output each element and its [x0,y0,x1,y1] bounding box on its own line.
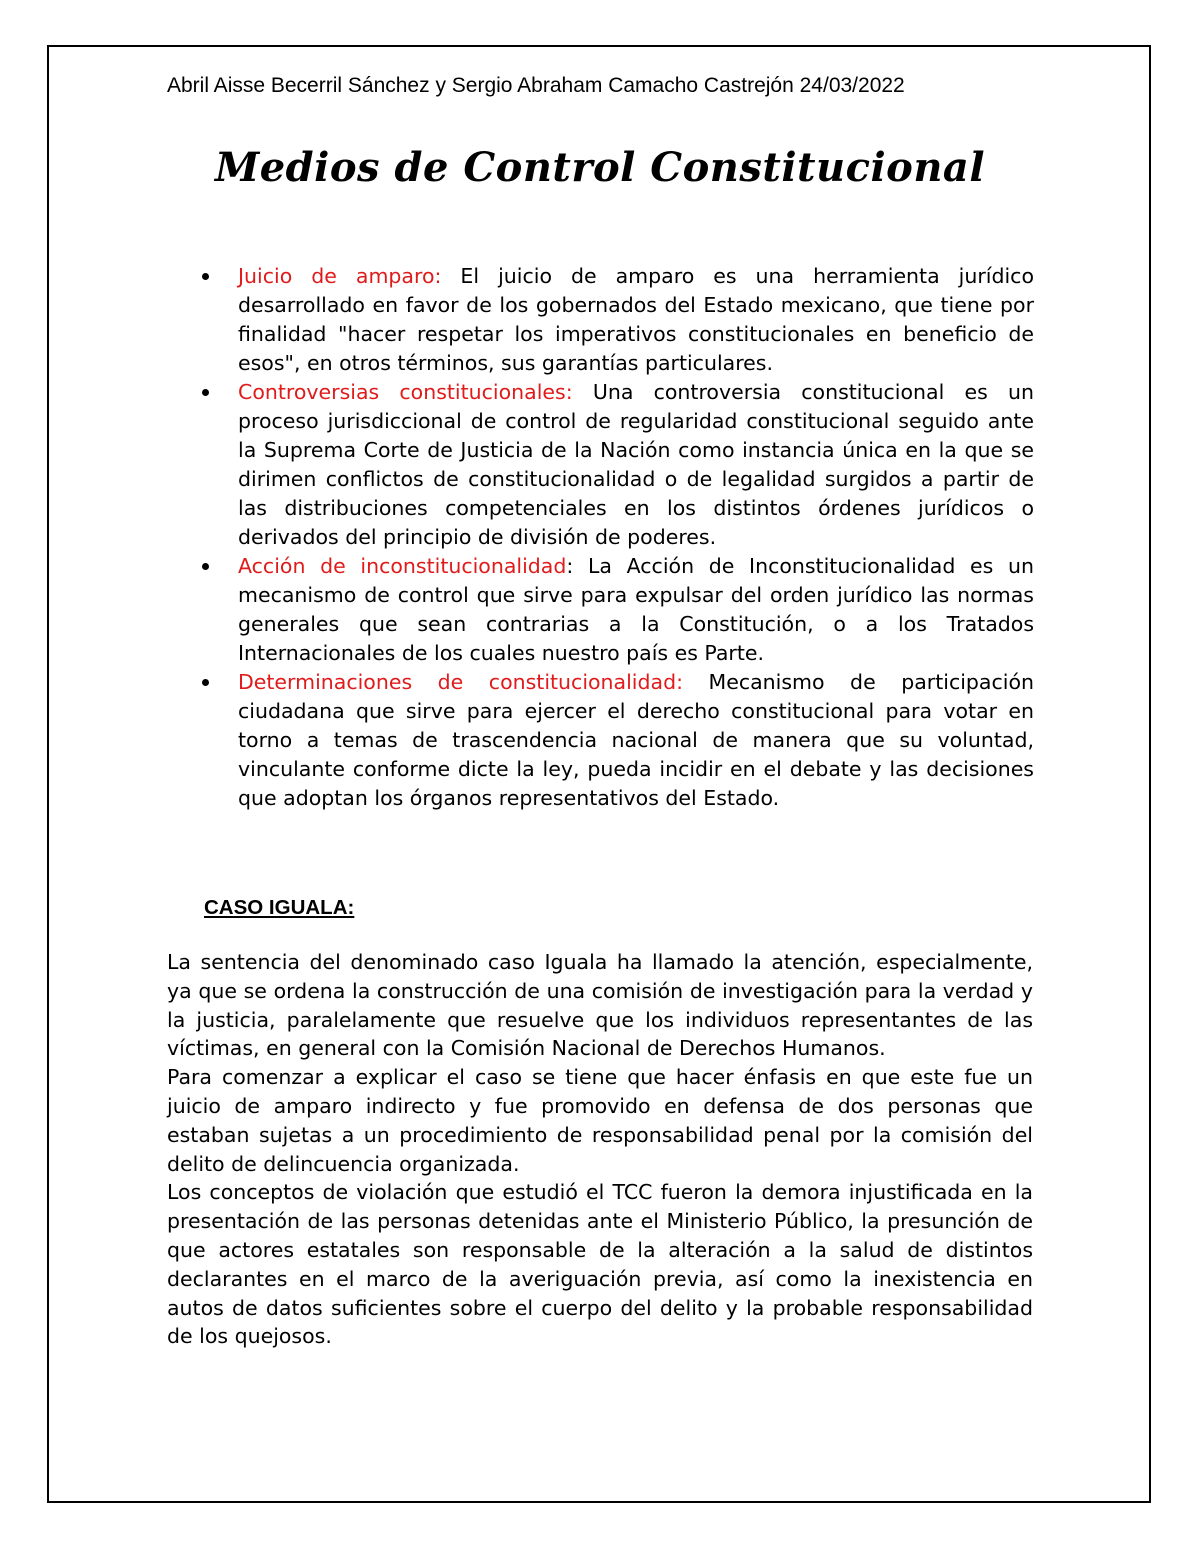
definitions-list [200,262,1034,813]
case-body [167,948,1033,1351]
case-paragraph: Los conceptos de violación que estudió el TCC fueron la demora injustificada en la presentación de las personas detenidas ante el Ministerio Público, la presunción de que actores estatales son responsable de la alteración a la salud de distintos declarantes en el marco de la averiguación previa, así como la inexistencia en autos de datos suficientes sobre el cuerpo del delito y la probable responsabilidad de los quejosos. [167,1180,1033,1349]
definition-term: Juicio de amparo: [238,264,442,288]
document-title: Medios de Control Constitucional [214,144,986,191]
definition-item [200,668,1034,813]
definition-text: El juicio de amparo es una herramienta jurídico desarrollado en favor de los gobernados del Estado mexicano, que tiene por finalidad "hacer respetar los imperativos constitucionales en beneficio de esos", en otros términos, sus garantías particulares. [238,264,1034,375]
bullet-icon [202,389,209,396]
bullet-icon [202,273,209,280]
definition-term: Acción de inconstitucionalidad [238,554,567,578]
definition-term: Determinaciones de constitucionalidad: [238,670,683,694]
bullet-icon [202,679,209,686]
definition-text: Mecanismo de participación ciudadana que sirve para ejercer el derecho constitucional para votar en torno a temas de trascendencia nacional de manera que su voluntad, vinculante conforme dicte la ley, pueda incidir en el debate y las decisiones que adoptan los órganos representativos del Estado. [238,670,1034,810]
case-heading: CASO IGUALA: [204,896,355,919]
definition-item [200,378,1034,552]
case-paragraph: La sentencia del denominado caso Iguala ha llamado la atención, especialmente, ya que se ordena la construcción de una comisión de investigación para la verdad y la justicia, paralelamente que resuelve que los individuos representantes de las víctimas, en general con la Comisión Nacional de Derechos Humanos. [167,950,1033,1061]
definition-text: Una controversia constitucional es un proceso jurisdiccional de control de regularidad constitucional seguido ante la Suprema Corte de Justicia de la Nación como instancia única en la que se dirimen conflictos de constitucionalidad o de legalidad surgidos a partir de las distribuciones competenciales en los distintos órdenes jurídicos o derivados del principio de división de poderes. [238,380,1034,549]
definition-item [200,552,1034,668]
definition-term: Controversias constitucionales: [238,380,573,404]
definition-item [200,262,1034,378]
case-paragraph: Para comenzar a explicar el caso se tiene que hacer énfasis en que este fue un juicio de amparo indirecto y fue promovido en defensa de dos personas que estaban sujetas a un procedimiento de responsabilidad penal por la comisión del delito de delincuencia organizada. [167,1065,1033,1176]
bullet-icon [202,563,209,570]
definition-text: : La Acción de Inconstitucionalidad es un mecanismo de control que sirve para expulsar del orden jurídico las normas generales que sean contrarias a la Constitución, o a los Tratados Internacionales de los cuales nuestro país es Parte. [238,554,1034,665]
authors-line: Abril Aisse Becerril Sánchez y Sergio Abraham Camacho Castrejón 24/03/2022 [167,74,905,97]
